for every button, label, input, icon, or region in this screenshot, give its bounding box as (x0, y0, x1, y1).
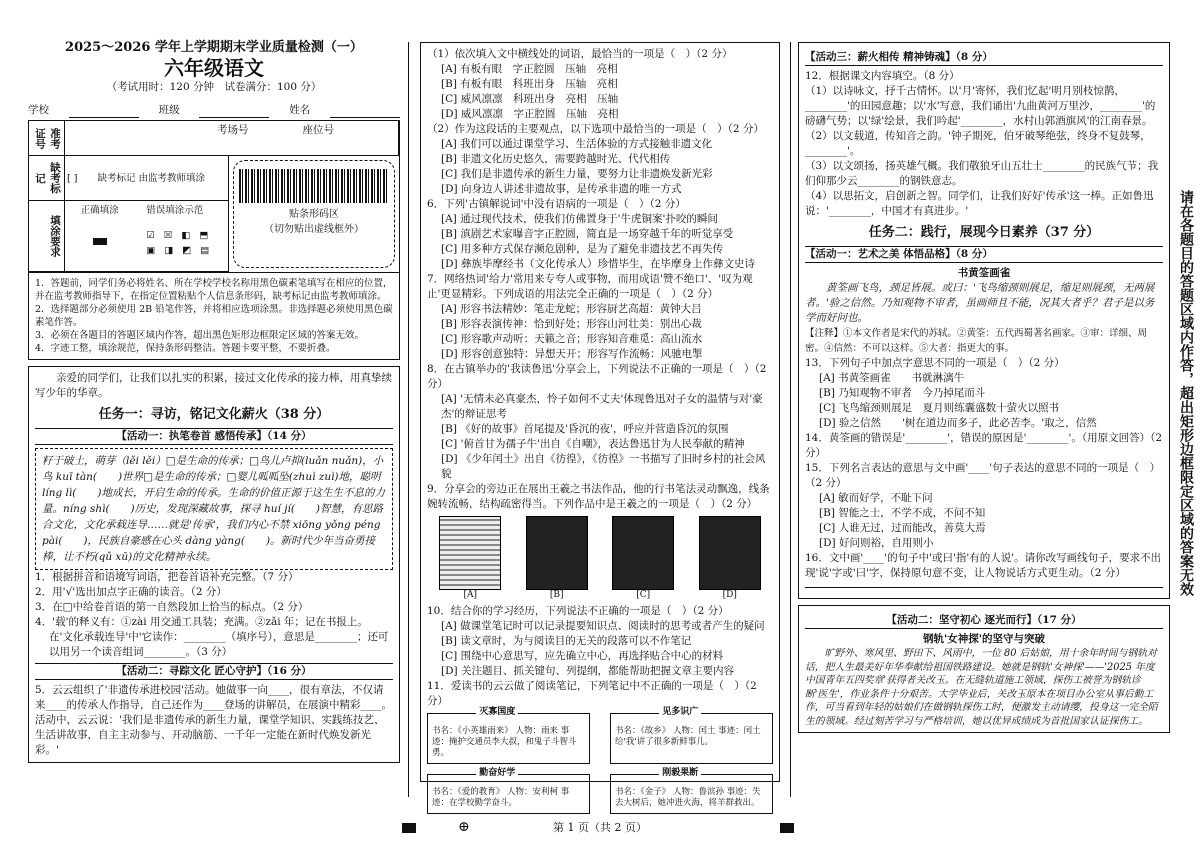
q5-2-a[interactable]: [A] 我们可以通过课堂学习、生活体验的方式接触非遗文化 (441, 138, 713, 150)
q8-d[interactable]: [D] 《少年闰土》出自《彷徨》，《彷徨》一书描写了旧时乡村的社会风貌 (441, 453, 766, 480)
divider-1 (408, 42, 409, 797)
q15-d[interactable]: [D] 好问则裕，自用则小 (819, 537, 934, 549)
question-4: 4．'载'的释义有：①zài 用交通工具装；充满。②zǎi 年；记在书报上。 (35, 616, 368, 628)
q15-c[interactable]: [C] 人谁无过，过而能改，善莫大焉 (819, 522, 986, 534)
calligraphy-images (427, 516, 773, 600)
note-card-d[interactable]: 刚毅果断 书名：《金子》 人物：鲁滨孙 事迹：失去大树后，她冲进火海，将羊群救出。 (610, 774, 773, 814)
q8-a[interactable]: [A] '无情未必真豪杰，怜子如何不丈夫'体现鲁迅对子女的温情与对'豪杰'的辩证思考 (441, 393, 763, 420)
q7-b[interactable]: [B] 形容表演传神：恰到好处；形容山河壮美：别出心裁 (441, 318, 702, 330)
q8-b[interactable]: [B] 《好的故事》首尾提及'昏沉的夜'，呼应并营造昏沉的氛围 (441, 423, 729, 435)
q15-a[interactable]: [A] 敏而好学，不耻下问 (819, 492, 933, 504)
q5-1[interactable]: （1）依次填入文中横线处的词语，最恰当的一项是（ ）（2 分） (427, 48, 733, 60)
correct-fill: 正确填涂 (81, 203, 119, 269)
wrong-fill: 错误填涂示范 ☑ ☒ ◧ ⬒ ▣ ◨ ◩ ▤ (146, 205, 213, 256)
q12-4[interactable]: （4）以思拓文，启创新之智。同学们，让我们好好'传承'这一棒。正如鲁迅说：'________，中国才有真进步。' (805, 190, 1154, 217)
q7-d[interactable]: [D] 形容创意独特：异想天开；形容写作流畅：风驰电掣 (441, 348, 703, 360)
instructions-box (28, 273, 400, 360)
article-text: 旷野外、寒风里、野田下、风雨中，一位 80 后姑娘，用十余年时间与钢轨对话，把人生最美好年华奉献给祖国铁路建设。她就是钢轨'女神探'——'2025 年度中国青年五四奖章'获得者关改玉。在无缝轨道施工领域，探伤工被誉为钢轨诊断'医生'，作业条件十分艰苦。大学毕业后，关改玉原本在项目办公室从事后勤工作，可当看到年轻的姑娘们在做钢轨探伤工时，便激发主动请缨，投身这一完全陌生的领域。经过刻苦学习与严格培训，她以优异成绩成为首批国家认证探伤工。 (805, 648, 1158, 727)
absent-mark-area[interactable] (65, 156, 229, 201)
task-2-title: 任务二：践行，展现今日素养（37 分） (868, 225, 1100, 240)
absent-mark-label: 缺考标记 (29, 156, 65, 201)
article-title: 钢轨'女神探'的坚守与突破 (923, 633, 1045, 645)
student-info (28, 103, 400, 118)
seat-label: 座位号 (302, 124, 334, 136)
activity-2-title: 【活动二：寻踪文化 匠心守护】（16 分） (35, 663, 393, 680)
q9[interactable]: 9．分享会的旁边正在展出王羲之书法作品，他的行书笔法灵动飘逸，线条婉转流畅，结构疏密得当。下列作品中是王羲之的一项是（ ）（2 分） (427, 483, 770, 510)
question-1: 1．根据拼音和语境写词语，把卷首语补充完整。（7 分） (35, 571, 299, 583)
q8-c[interactable]: [C] '俯首甘为孺子牛'出自《自嘲》，表达鲁迅甘为人民奉献的精神 (441, 438, 745, 450)
exam-meta: （考试用时：120 分钟 试卷满分：100 分） (106, 81, 322, 93)
q5-1-d[interactable]: [D] 威风凛凛 字正腔圆 压轴 亮相 (441, 108, 619, 120)
story-text: 黄筌画飞鸟，颈足皆展。或曰：'飞鸟缩颈则展足，缩足则展颈，无两展者。'验之信然。乃知观物不审者，虽画师且不能，况其大者乎？君子是以务学而好问也。 (805, 282, 1155, 324)
q13-c[interactable]: [C] 飞鸟缩颈则展足 夏月则练囊盛数十萤火以照书 (819, 402, 1060, 414)
activity-4-title: 【活动一：艺术之美 体悟品格】（8 分） (805, 246, 1163, 263)
q8[interactable]: 8．在古镇举办的'我读鲁迅'分享会上，下列说法不正确的一项是（ ）（2 分） (427, 363, 767, 390)
class-label: 班级 (158, 104, 180, 116)
q7[interactable]: 7．网络热词'给力'常用来专夸人或事物，而用成语'赞不绝口'、'叹为观止'更显精彩。下列成语的用法完全正确的一项是（ ）（2 分） (427, 273, 753, 300)
q12: 12．根据课文内容填空。（8 分） (805, 70, 960, 82)
exam-title: 2025～2026 学年上学期期末学业质量检测（一） (65, 40, 363, 55)
answer-line[interactable] (805, 587, 1163, 588)
absent-box[interactable]: [ ] (67, 172, 78, 184)
q12-2[interactable]: （2）以文载道，传知音之韵。'钟子期死，伯牙破琴绝弦，终身不复鼓琴，________'。 (805, 130, 1151, 157)
school-field[interactable] (69, 103, 139, 118)
note-card-c[interactable]: 勤奋好学 书名：《爱的教育》 人物：安利柯 事迹：在学校勤学奋斗。 (427, 774, 590, 814)
registration-mark-right (780, 823, 794, 833)
q10-d[interactable]: [D] 关注题目、抓关键句、列提纲，都能帮助把握文章主要内容 (441, 665, 734, 677)
q14[interactable]: 14．黄筌画的错误是'________'，错误的原因是'________'。（用原文回答）（2 分） (805, 432, 1163, 459)
note-4: 4．字迹工整，填涂规范，保持条形码整洁。答题卡要平整，不要折叠。 (35, 343, 336, 354)
q13[interactable]: 13．下列句子中加点字意思不同的一项是（ ）（2 分） (805, 357, 1065, 369)
q7-a[interactable]: [A] 形容书法精妙：笔走龙蛇；形容厨艺高超：黄钟大吕 (441, 303, 702, 315)
q5-1-b[interactable]: [B] 有板有眼 科班出身 压轴 亮相 (441, 78, 618, 90)
section-3 (798, 42, 1170, 599)
right-column (798, 42, 1170, 733)
divider-2 (790, 42, 791, 797)
crosshair-icon: ⊕ (458, 819, 470, 835)
question-5[interactable]: 5．云云组织了'非遗传承进校园'活动。她做事一向____，很有章法，不仅请来____的传承人作指导，自己还作为____登场的讲解员，在展演中精彩____。活动中，云云说：'我们是非遗传承的新生力量，课堂学知识、实践练技艺、生活讲故事，自主主动参与、开动脑筋、一千年一定能在新时代焕发新光彩。' (35, 684, 392, 756)
calligraphy-d[interactable]: [D] (699, 516, 761, 590)
exam-no-field[interactable] (65, 121, 399, 156)
name-label: 姓名 (289, 104, 311, 116)
note-card-a[interactable]: 灭寡国度 书名：《小英雄雨来》 人物：雨来 事迹：掩护交通员李大叔，和鬼子斗智斗勇。 (427, 713, 590, 764)
q15-b[interactable]: [B] 智能之士，不学不成，不问不知 (819, 507, 986, 519)
question-3: 3．在□中给卷首语的第一自然段加上恰当的标点。（2 分） (35, 601, 309, 613)
barcode-label: 贴条形码区 (289, 209, 339, 220)
barcode-note: （切勿贴出虚线框外） (264, 224, 364, 235)
activity-5-title: 【活动二：坚守初心 逐光而行】（17 分） (805, 613, 1163, 629)
q5-2-c[interactable]: [C] 我们是非遗传承的新生力量，要努力让非遗焕发新光彩 (441, 168, 713, 180)
note-2: 2．选择题部分必须使用 2B 铅笔作答，并将相应选项涂黑。非选择题必须使用黑色碳素笔作答。 (35, 304, 393, 328)
q6-d[interactable]: [D] 彝族毕摩经书（文化传承人）珍惜毕生，在毕摩身上作彝文史诗 (441, 258, 755, 270)
section-4 (798, 605, 1170, 733)
side-note: 请在各题目的答题区域内作答，超出矩形边框限定区域的答案无效 (1178, 190, 1194, 596)
q13-d[interactable]: [D] 验之信然 '树在道边而多子，此必苦李。'取之，信然 (819, 417, 1097, 429)
q6[interactable]: 6．下列'古镇解说词'中没有语病的一项是（ ）（2 分） (427, 198, 686, 210)
q12-3[interactable]: （3）以文颂扬，扬英雄气概。我们敬狼牙山五壮士________的民族气节；我们仰那少云________的钢铁意志。 (805, 160, 1159, 187)
barcode-area (233, 160, 395, 268)
q6-a[interactable]: [A] 通过现代技术，使我们仿佛置身于'牛虎铜案'扑咬的瞬间 (441, 213, 718, 225)
q10[interactable]: 10．结合你的学习经历，下列说法不正确的一项是（ ）（2 分） (427, 605, 729, 617)
q7-c[interactable]: [C] 形容歌声动听：天籁之音；形容知音难觅：高山流水 (441, 333, 703, 345)
section-1 (28, 366, 400, 763)
exam-no-label: 准考证号 (29, 121, 65, 156)
page-footer: 第 1 页（共 2 页） (553, 821, 647, 834)
activity-1-title: 【活动一：执笔卷首 感悟传承】（14 分） (35, 428, 393, 445)
q10-b[interactable]: [B] 读文章时，为与阅读目的无关的段落可以不作笔记 (441, 635, 692, 647)
q5-2[interactable]: （2）作为这段话的主要观点，以下选项中最恰当的一项是（ ）（2 分） (427, 123, 764, 135)
question-2: 2．用'√'选出加点字正确的读音。（2 分） (35, 586, 227, 598)
story-notes: 【注释】①本文作者是宋代的苏轼。②黄筌：五代西蜀著名画家。③审：详细、周密。④信然：不可以这样。⑤大者：指更大的事。 (805, 328, 1148, 354)
calligraphy-c[interactable]: [C] (612, 516, 674, 590)
absent-note: 缺考标记 由监考教师填涂 (97, 172, 205, 184)
fill-examples (65, 201, 229, 272)
room-label: 考场号 (217, 124, 249, 136)
fill-label: 填涂要求 (29, 201, 65, 272)
q10-a[interactable]: [A] 做课堂笔记时可以记录提要知识点、阅读时的思考或者产生的疑问 (441, 620, 765, 632)
intro-text: 亲爱的同学们，让我们以扎实的积累，接过文化传承的接力棒，用真挚续写少年的华章。 (35, 372, 392, 399)
reading-notes (427, 707, 773, 814)
q10-c[interactable]: [C] 围绕中心意思写，应先确立中心，再选择贴合中心的材料 (441, 650, 724, 662)
q5-2-d[interactable]: [D] 向身边人讲述非遗故事，是传承非遗的唯一方式 (441, 183, 682, 195)
activity-3-title: 【活动三：薪火相传 精神铸魂】（8 分） (805, 50, 1163, 66)
q16[interactable]: 16．文中画'____'的句子中'或曰'指'有的人说'。请你改写画线句子，要求不出现'说'字或'曰'字，保持原句意不变，让人物说话方式更生动。（2 分） (805, 552, 1162, 579)
q15[interactable]: 15．下列名言表达的意思与文中画'____'句子表达的意思不同的一项是（ ）（2 分） (805, 462, 1161, 489)
left-column (28, 40, 400, 763)
q6-b[interactable]: [B] 滇剧艺术家曝音字正腔圆，简直是一场穿越千年的听觉享受 (441, 228, 734, 240)
barcode (239, 169, 389, 203)
q5-1-c[interactable]: [C] 威风凛凛 科班出身 亮相 压轴 (441, 93, 619, 105)
calligraphy-a[interactable]: [A] (439, 516, 501, 590)
preface-passage[interactable]: 籽于破土，萌芽（lěi lěi）□是生命的传承；□鸟儿卢抑(luǎn nuǎn)，小鸟 kuī tàn( )世界□是生命的传承；□婴儿呱呱坠(zhuì zuì)地，聪明 líng lì( )地成长，开启生命的传承。生命的价值正源于这生生不息的力量。níng shì( )历史，发现深藏故事，探寻 huí jí( )智慧，有思路合文化，文化承载连导……就是'传承'，我们内心不禁 xiōng yǒng péng pài( )，民族自豪感在心头 dàng yàng( )。新时代少年当奋勇接棒，让不朽(qǔ xū)的文化精神永续。 (35, 448, 393, 570)
q12-1[interactable]: （1）以诗咏文，抒千古情怀。以'月'寄怀，我们忆起'明月别枝惊鹊，________'的田园意趣；以'水'写意，我们诵出'九曲黄河万里沙，________'的磅礴气势；以'绿'绘景，我们吟起'________，水村山郭酒旗风'的江南春景。 (805, 85, 1156, 127)
q13-a[interactable]: [A] 书黄筌画雀 书就淋漓牛 (819, 372, 965, 384)
story-title: 书黄筌画雀 (957, 267, 1011, 279)
q6-c[interactable]: [C] 用多种方式保存濒危剧种，是为了避免非遗技艺不再失传 (441, 243, 724, 255)
question-4-blank[interactable]: 在'文化承载连导'中'它读作：________（填序号），意思是________；还可以用另一个读音组词________。（3 分） (49, 631, 389, 658)
q13-b[interactable]: [B] 乃知观物不审者 今乃掉尾而斗 (819, 387, 986, 399)
answer-sheet-header (28, 120, 400, 273)
note-3: 3．必须在各题目的答题区域内作答，超出黑色矩形边框限定区域的答案无效。 (35, 330, 365, 341)
q11[interactable]: 11．爱读书的云云做了阅读笔记，下列笔记中不正确的一项是（ ）（2 分） (427, 680, 757, 707)
school-label: 学校 (28, 104, 49, 116)
task-1-title: 任务一：寻访，铭记文化薪火（38 分） (98, 407, 330, 422)
middle-column (420, 42, 780, 808)
calligraphy-b[interactable]: [B] (526, 516, 588, 590)
subject-title: 六年级语文 (164, 56, 264, 80)
q5-2-b[interactable]: [B] 非遗文化历史悠久，需要跨越时光、代代相传 (441, 153, 671, 165)
q5-1-a[interactable]: [A] 有板有眼 字正腔圆 压轴 亮相 (441, 63, 618, 75)
name-field[interactable] (330, 103, 400, 118)
note-card-b[interactable]: 见多识广 书名：《故乡》 人物：闰土 事迹：闰土给'我'讲了很多新鲜事儿。 (610, 713, 773, 764)
note-1: 1．答题前，同学们务必将姓名、所在学校学校名称用黑色碳素笔填写在相应的位置，并在监考教师指导下，在指定位置粘贴个人信息条形码，缺考标记由监考教师填涂。 (35, 278, 393, 302)
class-field[interactable] (199, 103, 269, 118)
